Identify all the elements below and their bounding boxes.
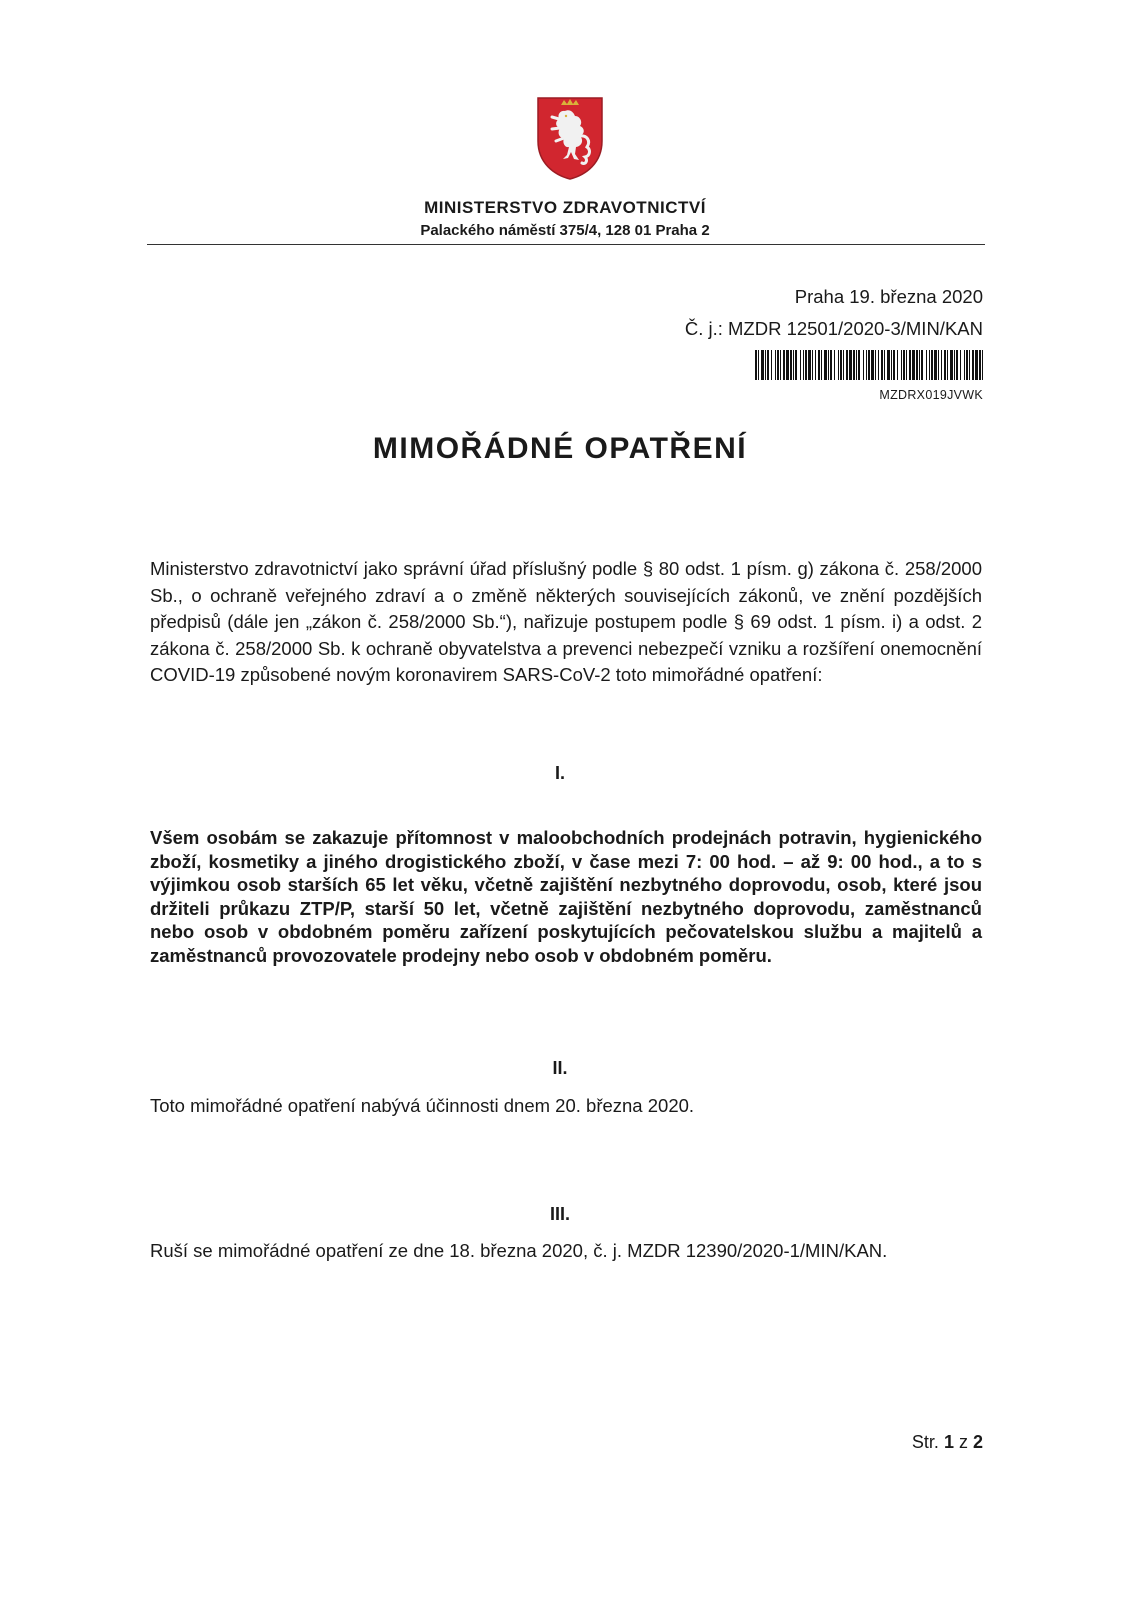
page-number-current: 1: [943, 1432, 954, 1452]
page-number: [912, 1432, 983, 1453]
ministry-address: Palackého náměstí 375/4, 128 01 Praha 2: [420, 222, 710, 239]
page-number-prefix: Str.: [911, 1432, 939, 1452]
document-title: MIMOŘÁDNÉ OPATŘENÍ: [372, 432, 748, 465]
page-number-sep: z: [958, 1432, 968, 1452]
section-number-1: I.: [554, 763, 565, 783]
section-1-text: Všem osobám se zakazuje přítomnost v maloobchodních prodejnách potravin, hygienického zboží, kosmetiky a jiného drogistického zboží, v čase mezi 7: 00 hod. – až 9: 00 hod., a to s výjimkou osob starších 65 let věku, včetně zajištění nezbytného doprovodu, osob, které jsou držiteli průkazu ZTP/P, starší 50 let, včetně zajištění nezbytného doprovodu, zaměstnanců nebo osob v obdobném poměru zařízení poskytujících pečovatelskou službu a majitelů a zaměstnanců provozovatele prodejny nebo osob v obdobném poměru.: [150, 827, 982, 966]
section-3-text: Ruší se mimořádné opatření ze dne 18. března 2020, č. j. MZDR 12390/2020-1/MIN/KAN.: [150, 1240, 888, 1261]
header-divider: [147, 244, 985, 245]
section-2-text: Toto mimořádné opatření nabývá účinnosti dnem 20. března 2020.: [150, 1095, 695, 1116]
section-number-2: II.: [552, 1058, 568, 1078]
document-date: Praha 19. března 2020: [794, 286, 983, 307]
barcode-id: MZDRX019JVWK: [879, 388, 983, 402]
barcode-icon: [755, 350, 983, 380]
intro-paragraph: Ministerstvo zdravotnictví jako správní úřad příslušný podle § 80 odst. 1 písm. g) zákona č. 258/2000 Sb., o ochraně veřejného zdraví a o změně některých souvisejících zákonů, ve znění pozdějších předpisů (dále jen „zákon č. 258/2000 Sb.“), nařizuje postupem podle § 69 odst. 1 písm. i) a odst. 2 zákona č. 258/2000 Sb. k ochraně obyvatelstva a prevenci nebezpečí vzniku a rozšíření onemocnění COVID-19 způsobené novým koronavirem SARS-CoV-2 toto mimořádné opatření:: [150, 558, 982, 685]
page-number-total: 2: [972, 1432, 983, 1452]
reference-number: Č. j.: MZDR 12501/2020-3/MIN/KAN: [684, 318, 983, 339]
section-number-3: III.: [549, 1204, 570, 1224]
ministry-name: MINISTERSTVO ZDRAVOTNICTVÍ: [424, 198, 706, 217]
czech-lion-coat-of-arms-icon: [535, 95, 605, 181]
